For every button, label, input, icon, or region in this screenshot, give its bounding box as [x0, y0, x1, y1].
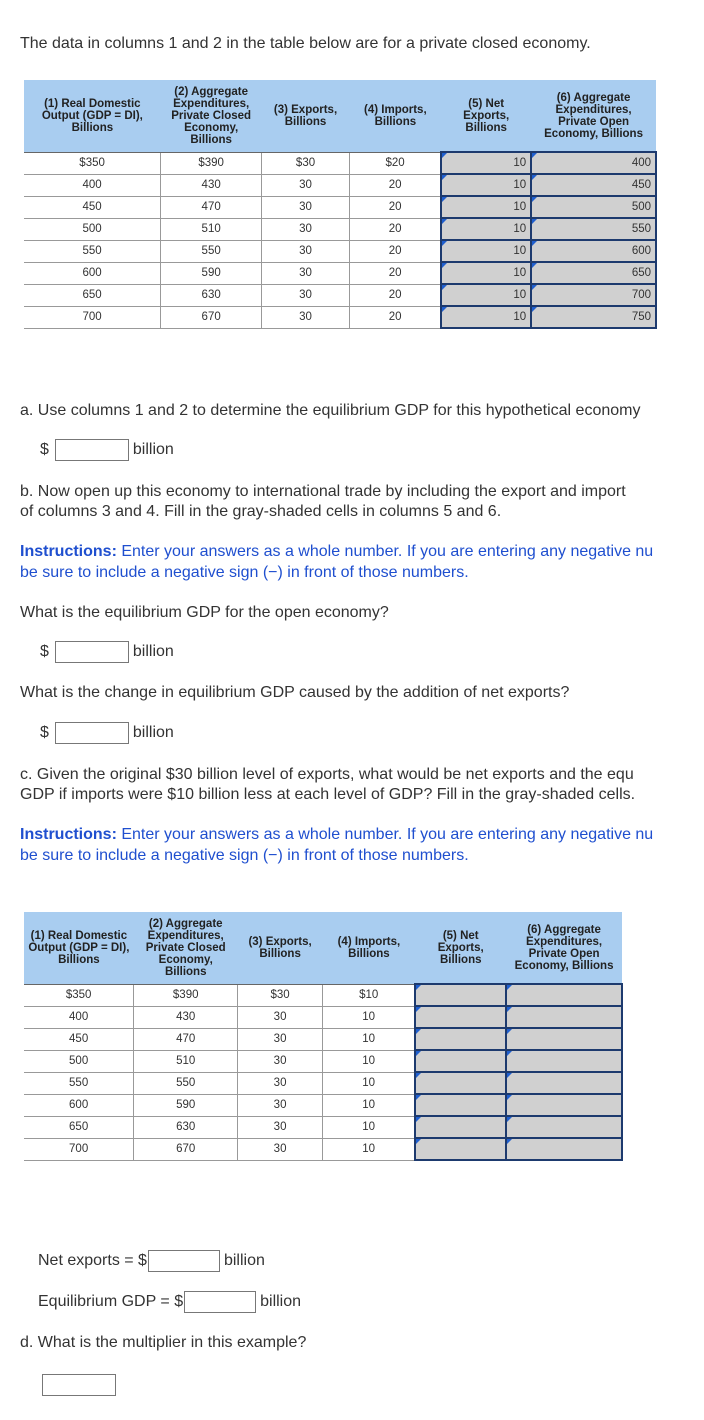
part-b-instructions-line2: be sure to include a negative sign (−) in front of those numbers.: [20, 564, 469, 581]
table-cell: 430: [161, 174, 262, 196]
aggregate-expenditures-open-input-cell[interactable]: [506, 1028, 622, 1050]
aggregate-expenditures-open-cell[interactable]: 700: [531, 284, 656, 306]
header-exports: (3) Exports, Billions: [262, 80, 350, 152]
table-cell: 10: [323, 1006, 416, 1028]
table-cell: 10: [323, 1050, 416, 1072]
table-cell: 20: [349, 262, 441, 284]
aggregate-expenditures-open-cell[interactable]: 600: [531, 240, 656, 262]
aggregate-expenditures-open-input-cell[interactable]: [506, 1072, 622, 1094]
table-cell: 30: [262, 218, 350, 240]
table-row: [24, 174, 656, 196]
table-cell: 650: [24, 1116, 134, 1138]
table-cell: 470: [161, 196, 262, 218]
aggregate-expenditures-open-cell[interactable]: 450: [531, 174, 656, 196]
table-cell: 470: [134, 1028, 238, 1050]
table-row: [24, 218, 656, 240]
table-cell: 500: [24, 218, 161, 240]
table-row: [24, 1050, 622, 1072]
table-cell: 20: [349, 218, 441, 240]
table-cell: 600: [24, 262, 161, 284]
header-net-exports: (5) Net Exports, Billions: [441, 80, 531, 152]
aggregate-expenditures-open-cell[interactable]: 550: [531, 218, 656, 240]
table-cell: $390: [134, 984, 238, 1006]
table-row: [24, 1028, 622, 1050]
header-net-exports: (5) Net Exports, Billions: [415, 912, 506, 984]
net-exports-cell[interactable]: 10: [441, 284, 531, 306]
table-row: [24, 1072, 622, 1094]
aggregate-expenditures-open-cell[interactable]: 750: [531, 306, 656, 328]
header-aggregate-expenditures-closed: (2) Aggregate Expenditures, Private Closed Economy, Billions: [161, 80, 262, 152]
header-aggregate-expenditures-closed: (2) Aggregate Expenditures, Private Closed Economy, Billions: [134, 912, 238, 984]
equilibrium-gdp-input[interactable]: [184, 1291, 256, 1313]
intro-text: The data in columns 1 and 2 in the table below are for a private closed economy.: [20, 35, 591, 52]
table-cell: 30: [238, 1028, 323, 1050]
header-exports: (3) Exports, Billions: [238, 912, 323, 984]
table-cell: 550: [24, 240, 161, 262]
table-row: [24, 984, 622, 1006]
table-cell: 20: [349, 284, 441, 306]
net-exports-cell[interactable]: 10: [441, 262, 531, 284]
table-row: [24, 1138, 622, 1160]
table-cell: 430: [134, 1006, 238, 1028]
net-exports-cell[interactable]: 10: [441, 240, 531, 262]
table-cell: 500: [24, 1050, 134, 1072]
currency-symbol: $: [40, 643, 49, 660]
table-cell: 550: [134, 1072, 238, 1094]
table-cell: 10: [323, 1138, 416, 1160]
unit-label: billion: [132, 643, 174, 660]
table-cell: 10: [323, 1028, 416, 1050]
table-row: [24, 1116, 622, 1138]
part-b-line2: of columns 3 and 4. Fill in the gray-shaded cells in columns 5 and 6.: [20, 503, 502, 520]
table-cell: 30: [238, 1072, 323, 1094]
aggregate-expenditures-open-input-cell[interactable]: [506, 1094, 622, 1116]
table-cell: 700: [24, 1138, 134, 1160]
table-row: [24, 262, 656, 284]
net-exports-input-cell[interactable]: [415, 984, 506, 1006]
multiplier-input[interactable]: [42, 1374, 116, 1396]
table-cell: 30: [238, 1116, 323, 1138]
aggregate-expenditures-open-cell[interactable]: 400: [531, 152, 656, 174]
unit-label: billion: [132, 441, 174, 458]
table-private-economy: [24, 80, 657, 329]
header-aggregate-expenditures-open: (6) Aggregate Expenditures, Private Open Economy, Billions: [531, 80, 656, 152]
header-aggregate-expenditures-open: (6) Aggregate Expenditures, Private Open Economy, Billions: [506, 912, 622, 984]
part-b-question-open-gdp: What is the equilibrium GDP for the open economy?: [20, 604, 389, 621]
table-reduced-imports: [24, 912, 623, 1161]
part-b-line1: b. Now open up this economy to international trade by including the export and import: [20, 483, 626, 500]
currency-symbol: $: [40, 441, 49, 458]
unit-label: billion: [223, 1252, 265, 1269]
net-exports-label: Net exports = $: [38, 1252, 147, 1269]
aggregate-expenditures-open-input-cell[interactable]: [506, 984, 622, 1006]
table-cell: 450: [24, 196, 161, 218]
table-cell: 20: [349, 174, 441, 196]
table-cell: 450: [24, 1028, 134, 1050]
table-cell: 30: [238, 1006, 323, 1028]
net-exports-cell[interactable]: 10: [441, 196, 531, 218]
table-cell: $390: [161, 152, 262, 174]
net-exports-row: [38, 1250, 265, 1272]
table-cell: $30: [262, 152, 350, 174]
aggregate-expenditures-open-input-cell[interactable]: [506, 1116, 622, 1138]
table-cell: 630: [161, 284, 262, 306]
instructions-text: Enter your answers as a whole number. If you are entering any negative nu: [116, 543, 654, 560]
part-c-instructions-line2: be sure to include a negative sign (−) in front of those numbers.: [20, 847, 469, 864]
net-exports-cell[interactable]: 10: [441, 218, 531, 240]
currency-symbol: $: [40, 724, 49, 741]
part-c-line2: GDP if imports were $10 billion less at each level of GDP? Fill in the gray-shaded cells.: [20, 786, 636, 803]
table-cell: $10: [323, 984, 416, 1006]
net-exports-input-cell[interactable]: [415, 1094, 506, 1116]
table-cell: 600: [24, 1094, 134, 1116]
table-cell: 590: [161, 262, 262, 284]
table-row: [24, 152, 656, 174]
table-cell: 400: [24, 174, 161, 196]
net-exports-cell[interactable]: 10: [441, 152, 531, 174]
net-exports-input-cell[interactable]: [415, 1072, 506, 1094]
aggregate-expenditures-open-input-cell[interactable]: [506, 1006, 622, 1028]
table-cell: 10: [323, 1116, 416, 1138]
net-exports-cell[interactable]: 10: [441, 306, 531, 328]
unit-label: billion: [260, 1293, 302, 1310]
part-a-answer-row: [40, 439, 174, 461]
table-cell: 30: [262, 174, 350, 196]
table-cell: 630: [134, 1116, 238, 1138]
table-cell: 10: [323, 1072, 416, 1094]
table-row: [24, 196, 656, 218]
equilibrium-gdp-label: Equilibrium GDP = $: [38, 1293, 184, 1310]
header-imports: (4) Imports, Billions: [349, 80, 441, 152]
table-cell: $30: [238, 984, 323, 1006]
aggregate-expenditures-open-input-cell[interactable]: [506, 1050, 622, 1072]
header-imports: (4) Imports, Billions: [323, 912, 416, 984]
table-cell: $350: [24, 984, 134, 1006]
net-exports-input-cell[interactable]: [415, 1028, 506, 1050]
part-b-open-gdp-input[interactable]: [55, 641, 129, 663]
table-cell: 670: [161, 306, 262, 328]
table-cell: 700: [24, 306, 161, 328]
net-exports-input[interactable]: [148, 1250, 220, 1272]
table-cell: 20: [349, 196, 441, 218]
header-real-domestic-output: (1) Real Domestic Output (GDP = DI), Billions: [24, 912, 134, 984]
part-b-open-gdp-row: [40, 641, 174, 663]
part-a-question: a. Use columns 1 and 2 to determine the equilibrium GDP for this hypothetical economy: [20, 402, 641, 419]
table-cell: 30: [262, 196, 350, 218]
part-b-change-gdp-row: [40, 722, 174, 744]
part-b-instructions-line1: [20, 541, 653, 562]
table-row: [24, 1094, 622, 1116]
table-cell: 30: [262, 306, 350, 328]
table-cell: $20: [349, 152, 441, 174]
net-exports-input-cell[interactable]: [415, 1116, 506, 1138]
table-row: [24, 1006, 622, 1028]
table-row: [24, 306, 656, 328]
part-b-question-change-gdp: What is the change in equilibrium GDP caused by the addition of net exports?: [20, 684, 570, 701]
net-exports-input-cell[interactable]: [415, 1006, 506, 1028]
table-cell: 20: [349, 240, 441, 262]
table-cell: 510: [134, 1050, 238, 1072]
net-exports-cell[interactable]: 10: [441, 174, 531, 196]
table-row: [24, 240, 656, 262]
aggregate-expenditures-open-input-cell[interactable]: [506, 1138, 622, 1160]
table-cell: 670: [134, 1138, 238, 1160]
table-cell: 30: [262, 262, 350, 284]
table-cell: 510: [161, 218, 262, 240]
net-exports-input-cell[interactable]: [415, 1138, 506, 1160]
instructions-label: Instructions:: [20, 543, 117, 560]
instructions-label: Instructions:: [20, 826, 117, 843]
net-exports-input-cell[interactable]: [415, 1050, 506, 1072]
table-cell: 20: [349, 306, 441, 328]
table-cell: 30: [238, 1050, 323, 1072]
part-c-instructions-line1: [20, 824, 653, 845]
header-real-domestic-output: (1) Real Domestic Output (GDP = DI), Billions: [24, 80, 161, 152]
part-a-equilibrium-gdp-input[interactable]: [55, 439, 129, 461]
table-row: [24, 284, 656, 306]
instructions-text: Enter your answers as a whole number. If you are entering any negative nu: [116, 826, 654, 843]
table-cell: 550: [161, 240, 262, 262]
table-cell: $350: [24, 152, 161, 174]
aggregate-expenditures-open-cell[interactable]: 650: [531, 262, 656, 284]
table-cell: 30: [262, 284, 350, 306]
table-cell: 30: [238, 1094, 323, 1116]
table-cell: 650: [24, 284, 161, 306]
table-cell: 400: [24, 1006, 134, 1028]
part-b-change-gdp-input[interactable]: [55, 722, 129, 744]
table-cell: 30: [262, 240, 350, 262]
part-d-question: d. What is the multiplier in this example?: [20, 1334, 307, 1351]
table-cell: 30: [238, 1138, 323, 1160]
table-cell: 10: [323, 1094, 416, 1116]
equilibrium-gdp-row: [38, 1291, 301, 1313]
table-cell: 590: [134, 1094, 238, 1116]
unit-label: billion: [132, 724, 174, 741]
aggregate-expenditures-open-cell[interactable]: 500: [531, 196, 656, 218]
table-cell: 550: [24, 1072, 134, 1094]
part-c-line1: c. Given the original $30 billion level of exports, what would be net exports and the equ: [20, 766, 634, 783]
